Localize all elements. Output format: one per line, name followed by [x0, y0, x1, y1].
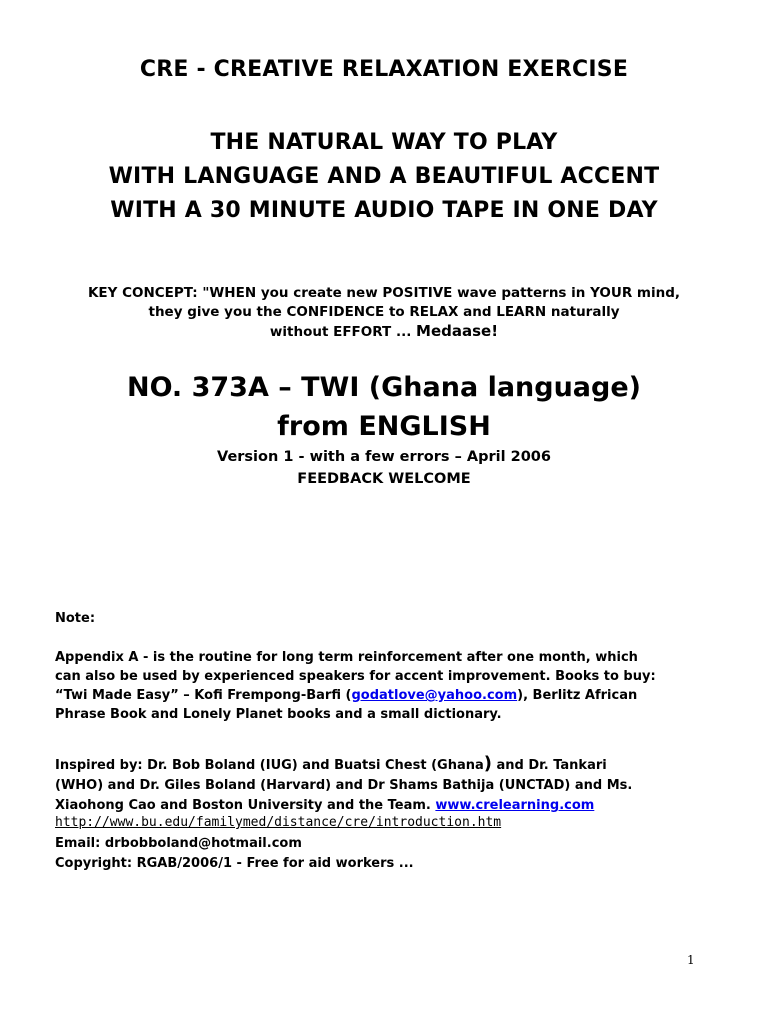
key-concept-line-3	[0, 322, 768, 342]
credits-line-3	[55, 796, 594, 815]
key-concept-line-3-text: without EFFORT ...	[269, 324, 417, 340]
credits-line-1-suffix: and Dr. Tankari	[492, 758, 607, 773]
credits-line-1-prefix: Inspired by: Dr. Bob Boland (IUG) and Buatsi Chest (Ghana	[55, 758, 484, 773]
medaase-word: Medaase!	[416, 322, 499, 340]
subtitle-line-2: WITH LANGUAGE AND A BEAUTIFUL ACCENT	[108, 164, 660, 189]
key-concept-line-2: they give you the CONFIDENCE to RELAX and LEARN naturally	[148, 304, 620, 320]
note-line-1: Appendix A - is the routine for long term reinforcement after one month, which	[55, 650, 638, 665]
godatlove-email-link[interactable]: godatlove@yahoo.com	[351, 688, 518, 703]
version-line: Version 1 - with a few errors – April 2006	[217, 449, 551, 465]
note-label: Note:	[55, 611, 96, 626]
course-number-heading: NO. 373A – TWI (Ghana language)	[126, 372, 642, 403]
subtitle-line-1: THE NATURAL WAY TO PLAY	[210, 130, 558, 155]
note-line-2: can also be used by experienced speakers for accent improvement. Books to buy:	[55, 669, 656, 684]
note-line-3	[55, 686, 637, 705]
copyright-notice: Copyright: RGAB/2006/1 - Free for aid workers ...	[55, 856, 414, 871]
note-line-3-suffix: ), Berlitz African	[517, 688, 638, 703]
course-source-language: from ENGLISH	[277, 411, 491, 442]
contact-email: Email: drbobboland@hotmail.com	[55, 836, 302, 851]
credits-line-3-prefix: Xiaohong Cao and Boston University and the Team.	[55, 798, 436, 813]
credits-line-1	[55, 754, 607, 775]
note-line-4: Phrase Book and Lonely Planet books and a small dictionary.	[55, 707, 502, 722]
key-concept-line-1: KEY CONCEPT: "WHEN you create new POSITIVE wave patterns in YOUR mind,	[87, 285, 681, 301]
bu-introduction-url[interactable]: http://www.bu.edu/familymed/distance/cre/introduction.htm	[55, 815, 502, 830]
credits-line-2: (WHO) and Dr. Giles Boland (Harvard) and Dr Shams Bathija (UNCTAD) and Ms.	[55, 778, 633, 793]
page-number: 1	[687, 953, 695, 967]
feedback-line: FEEDBACK WELCOME	[297, 471, 471, 487]
crelearning-link[interactable]: www.crelearning.com	[435, 798, 595, 813]
subtitle-line-3: WITH A 30 MINUTE AUDIO TAPE IN ONE DAY	[110, 198, 658, 223]
document-title: CRE - CREATIVE RELAXATION EXERCISE	[139, 57, 629, 82]
credits-paren: )	[483, 753, 492, 774]
note-line-3-prefix: “Twi Made Easy” – Kofi Frempong-Barfi (	[55, 688, 352, 703]
